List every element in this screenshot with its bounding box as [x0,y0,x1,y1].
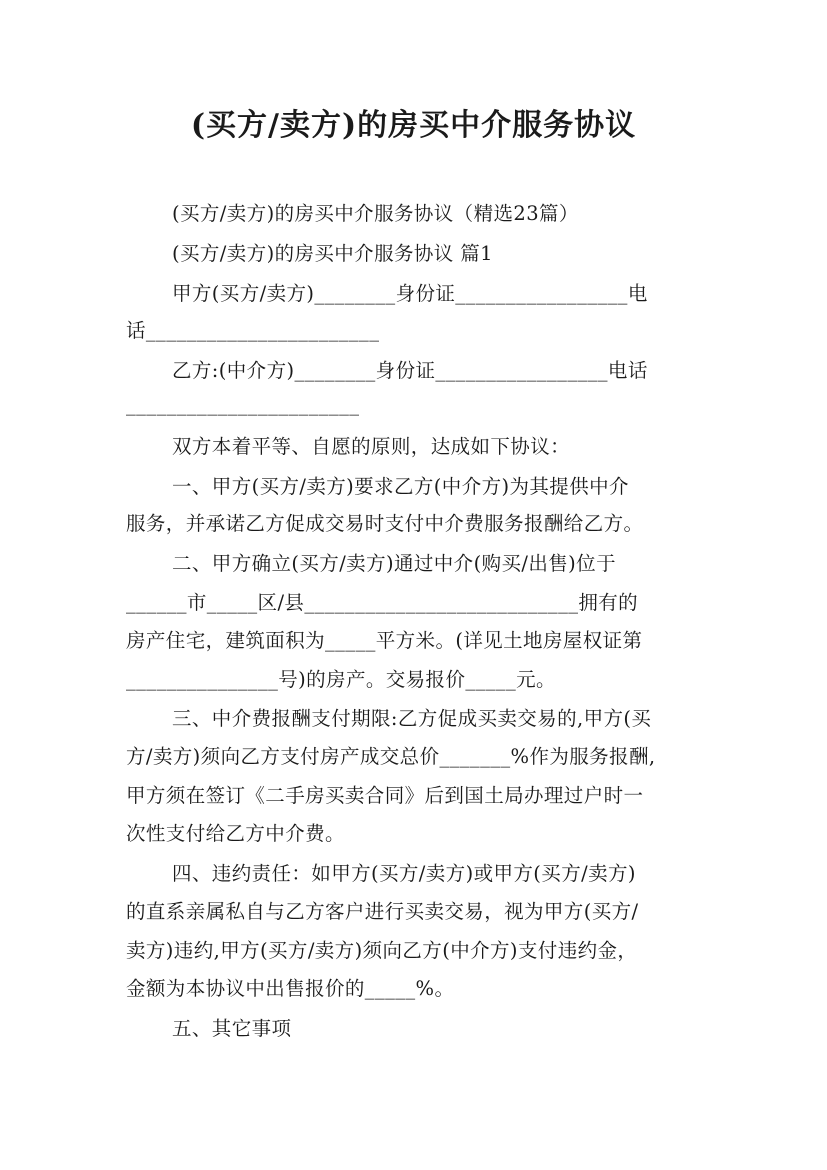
paragraph-line: 服务，并承诺乙方促成交易时支付中介费服务报酬给乙方。 [126,512,644,535]
paragraph-line: 一、甲方(买方/卖方)要求乙方(中介方)为其提供中介 [172,475,629,498]
paragraph-line: 五、其它事项 [172,1017,292,1040]
paragraph-line: (买方/卖方)的房买中介服务协议（精选23篇） [172,202,579,225]
paragraph-line: 话_______________________ [126,319,380,342]
paragraph-line: _______________________ [126,393,360,416]
paragraph-line: 甲方须在签订《二手房买卖合同》后到国土局办理过户时一 [126,784,644,807]
paragraph-line: 金额为本协议中出售报价的_____%。 [126,977,455,1000]
paragraph-line: _______________号)的房产。交易报价_____元。 [126,668,556,691]
paragraph-line: ______市_____区/县___________________________拥有的 [126,591,639,614]
document-title: (买方/卖方)的房买中介服务协议 [190,108,637,143]
paragraph-line: 四、违约责任：如甲方(买方/卖方)或甲方(买方/卖方) [172,862,636,885]
paragraph-line: 二、甲方确立(买方/卖方)通过中介(购买/出售)位于 [172,552,616,575]
paragraph-line: 双方本着平等、自愿的原则，达成如下协议： [172,435,571,458]
paragraph-line: 甲方(买方/卖方)________身份证_________________电 [172,282,648,305]
paragraph-line: 卖方)违约,甲方(买方/卖方)须向乙方(中介方)支付违约金， [126,939,638,962]
paragraph-line: 的直系亲属私自与乙方客户进行买卖交易，视为甲方(买方/ [126,900,639,923]
paragraph-line: 方/卖方)须向乙方支付房产成交总价_______%作为服务报酬, [126,745,656,768]
paragraph-line: 次性支付给乙方中介费。 [126,822,345,845]
paragraph-line: 乙方:(中介方)________身份证_________________电话 [172,359,648,382]
paragraph-line: 三、中介费报酬支付期限:乙方促成买卖交易的,甲方(买 [172,707,652,730]
paragraph-line: (买方/卖方)的房买中介服务协议 篇1 [172,242,493,265]
paragraph-line: 房产住宅，建筑面积为_____平方米。(详见土地房屋权证第 [126,629,643,652]
